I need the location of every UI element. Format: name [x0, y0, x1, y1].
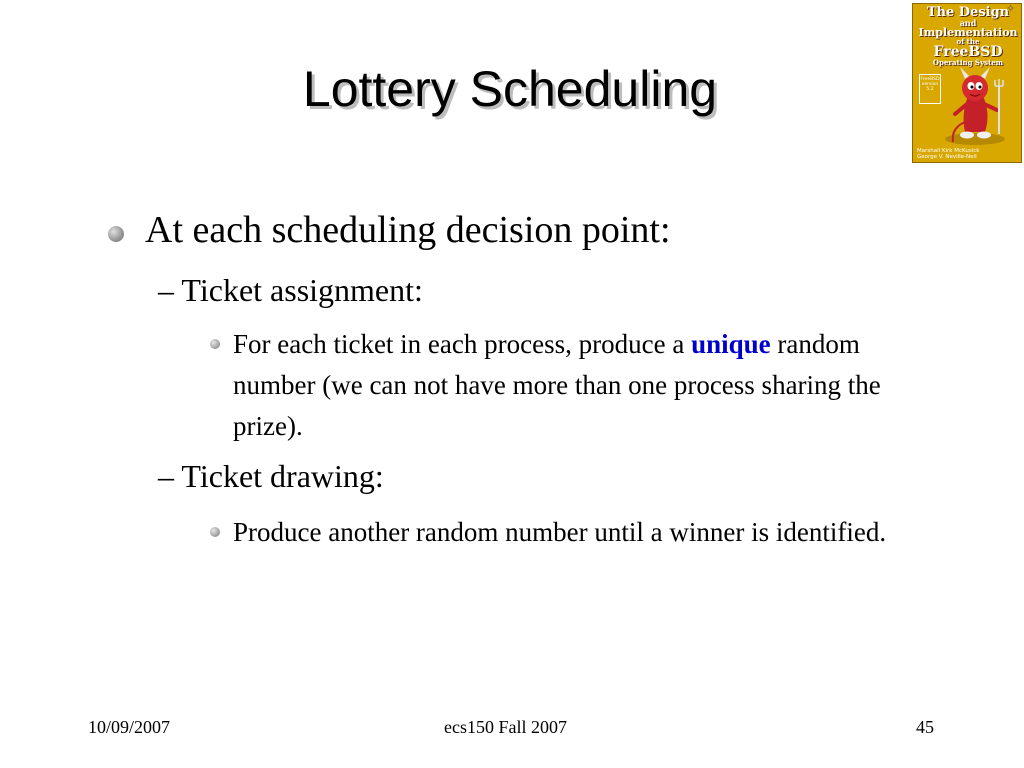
book-authors — [917, 148, 1019, 160]
book-author: Marshall Kirk McKusick — [917, 148, 980, 154]
footer-course: ecs150 Fall 2007 — [444, 717, 567, 737]
book-title-line: FreeBSD — [933, 44, 1003, 60]
book-title-line: Implementation — [918, 26, 1018, 39]
bullet-dot-icon — [108, 226, 124, 242]
sub-bullet-ticket-drawing: – Ticket drawing: — [158, 458, 384, 494]
footer-date: 10/09/2007 — [88, 717, 171, 737]
sub-bullet-ticket-assignment: – Ticket assignment: — [158, 272, 423, 308]
unique-highlight: unique — [691, 329, 771, 359]
text-segment: For each ticket in each process, produce a — [233, 329, 692, 359]
book-version-badge: FreeBSD version 5.2 — [919, 74, 941, 104]
bullet-text — [233, 324, 933, 447]
bullet-dot-icon — [210, 527, 220, 537]
bullet-dot-icon — [210, 339, 220, 349]
slide-title: Lottery Scheduling — [302, 61, 718, 117]
book-cover-image — [912, 3, 1022, 163]
bullet-text: At each scheduling decision point: — [145, 209, 671, 251]
book-title-line: Operating System — [932, 58, 1004, 67]
footer-page-number: 45 — [916, 717, 934, 737]
book-title-line: and — [959, 18, 977, 28]
book-title — [916, 6, 1020, 66]
text-segment: random number (we can not have more than one process sharing the prize). — [233, 329, 881, 441]
book-author: George V. Neville-Neil — [917, 154, 977, 161]
book-title-line: The Design — [926, 5, 1010, 20]
sparkle-icon: ✧ — [1006, 2, 1016, 15]
bullet-text: Produce another random number until a winner is identified. — [233, 517, 887, 547]
book-title-line: of the — [956, 37, 980, 46]
